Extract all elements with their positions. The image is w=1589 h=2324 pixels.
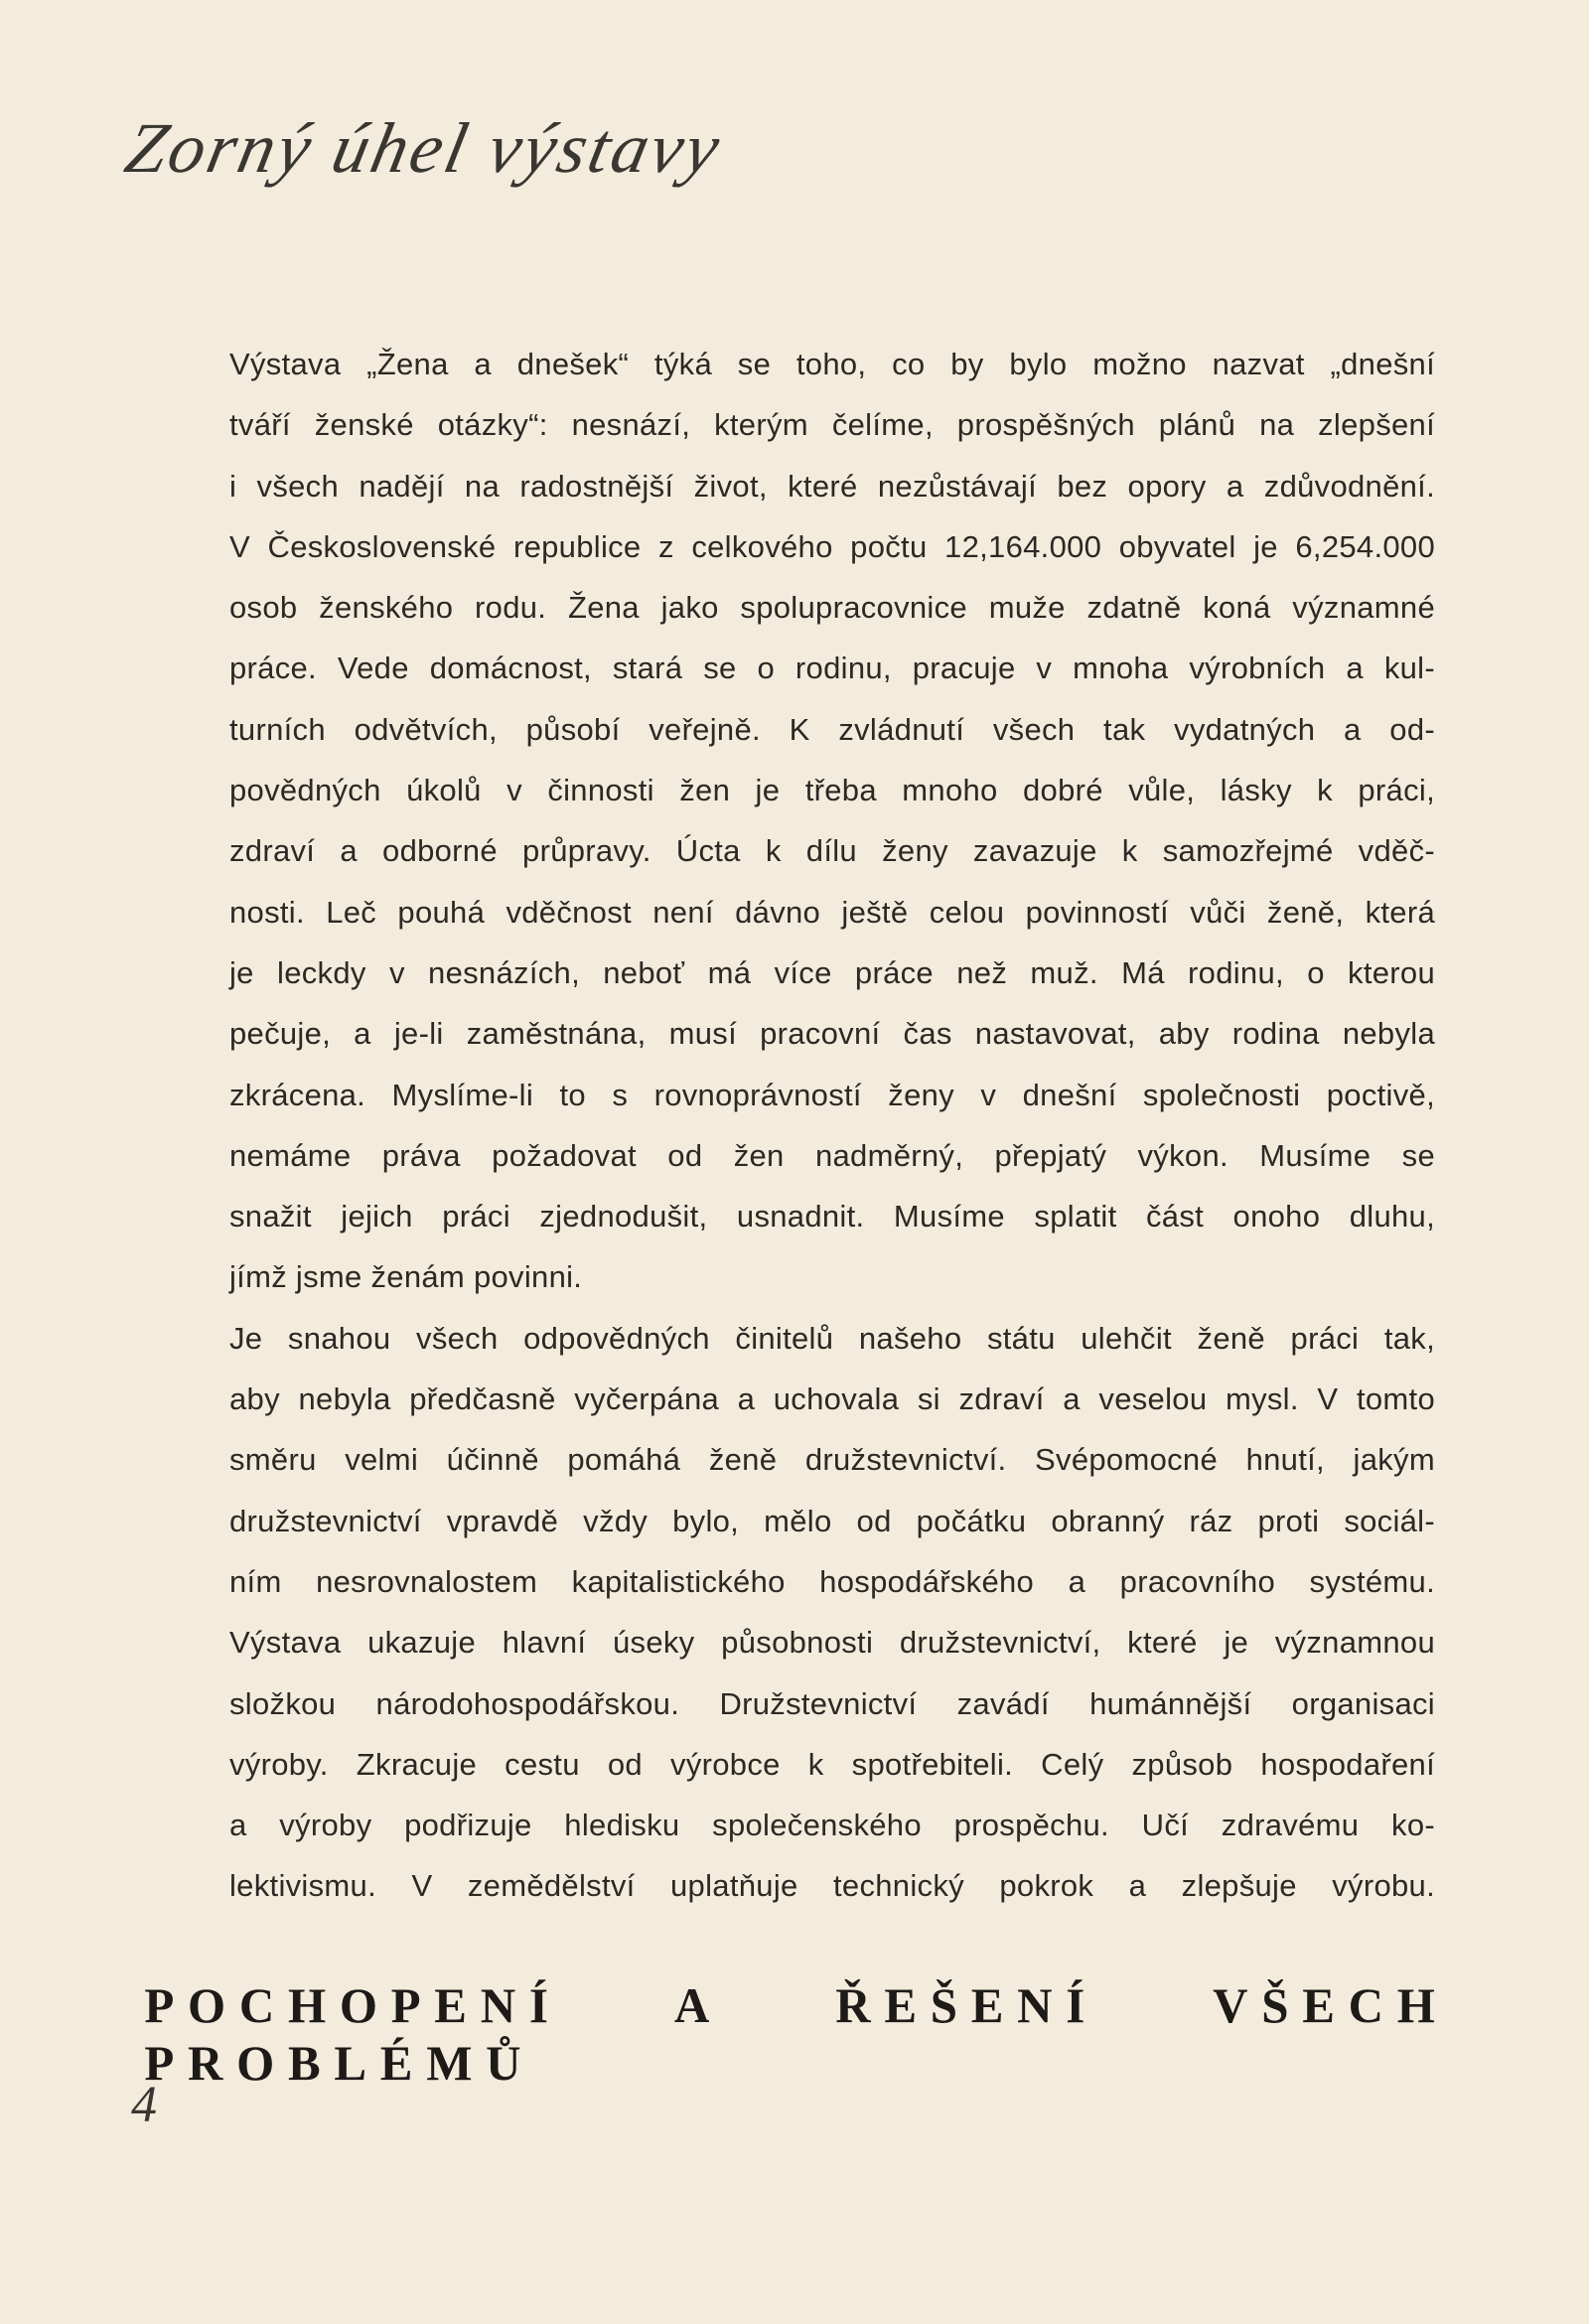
page-number: 4: [131, 2077, 157, 2133]
body-line: tváří ženské otázky“: nesnází, kterým čelíme, prospěšných plánů na zlepšení: [229, 407, 1435, 443]
body-line: turních odvětvích, působí veřejně. K zvládnutí všech tak vydatných a od-: [229, 711, 1435, 747]
body-line: je leckdy v nesnázích, neboť má více práce než muž. Má rodinu, o kterou: [229, 954, 1435, 990]
body-line: zkrácena. Myslíme-li to s rovnoprávností ženy v dnešní společnosti poctivě,: [229, 1077, 1435, 1112]
body-text: [229, 334, 1435, 1917]
body-line: Je snahou všech odpovědných činitelů našeho státu ulehčit ženě práci tak,: [229, 1320, 1435, 1356]
section-heading: POCHOPENÍ A ŘEŠENÍ VŠECH PROBLÉMŮ: [144, 1977, 1449, 2091]
body-line: výroby. Zkracuje cestu od výrobce k spotřebiteli. Celý způsob hospodaření: [229, 1746, 1435, 1782]
body-line: povědných úkolů v činnosti žen je třeba mnoho dobré vůle, lásky k práci,: [229, 773, 1435, 808]
body-line: jímž jsme ženám povinni.: [229, 1259, 583, 1295]
body-line: nosti. Leč pouhá vděčnost není dávno ještě celou povinností vůči ženě, která: [229, 894, 1435, 930]
body-line: V Československé republice z celkového počtu 12,164.000 obyvatel je 6,254.000: [229, 528, 1435, 564]
body-line: složkou národohospodářskou. Družstevnictví zavádí humánnější organisaci: [229, 1685, 1435, 1721]
body-line: aby nebyla předčasně vyčerpána a uchovala si zdraví a veselou mysl. V tomto: [229, 1381, 1435, 1417]
body-line: zdraví a odborné průpravy. Úcta k dílu ženy zavazuje k samozřejmé vděč-: [229, 833, 1435, 869]
body-line: nemáme práva požadovat od žen nadměrný, přepjatý výkon. Musíme se: [229, 1137, 1435, 1173]
body-line: lektivismu. V zemědělství uplatňuje technický pokrok a zlepšuje výrobu.: [229, 1868, 1435, 1904]
page-title: Zorný úhel výstavy: [118, 108, 730, 188]
body-line: a výroby podřizuje hledisku společenského prospěchu. Učí zdravému ko-: [229, 1808, 1435, 1843]
body-line: Výstava „Žena a dnešek“ týká se toho, co by bylo možno nazvat „dnešní: [229, 347, 1435, 381]
body-line: osob ženského rodu. Žena jako spolupracovnice muže zdatně koná významné: [229, 590, 1435, 626]
body-line: ním nesrovnalostem kapitalistického hospodářského a pracovního systému.: [229, 1563, 1435, 1599]
body-line: směru velmi účinně pomáhá ženě družstevnictví. Svépomocné hnutí, jakým: [229, 1442, 1435, 1478]
body-line: i všech nadějí na radostnější život, které nezůstávají bez opory a zdůvodnění.: [229, 468, 1435, 504]
body-line: družstevnictví vpravdě vždy bylo, mělo od počátku obranný ráz proti sociál-: [229, 1503, 1435, 1538]
body-line: pečuje, a je-li zaměstnána, musí pracovní čas nastavovat, aby rodina nebyla: [229, 1016, 1435, 1052]
body-line: Výstava ukazuje hlavní úseky působnosti družstevnictví, které je významnou: [229, 1625, 1435, 1661]
body-line: snažit jejich práci zjednodušit, usnadnit. Musíme splatit část onoho dluhu,: [229, 1199, 1435, 1235]
body-line: práce. Vede domácnost, stará se o rodinu, pracuje v mnoha výrobních a kul-: [229, 651, 1435, 686]
